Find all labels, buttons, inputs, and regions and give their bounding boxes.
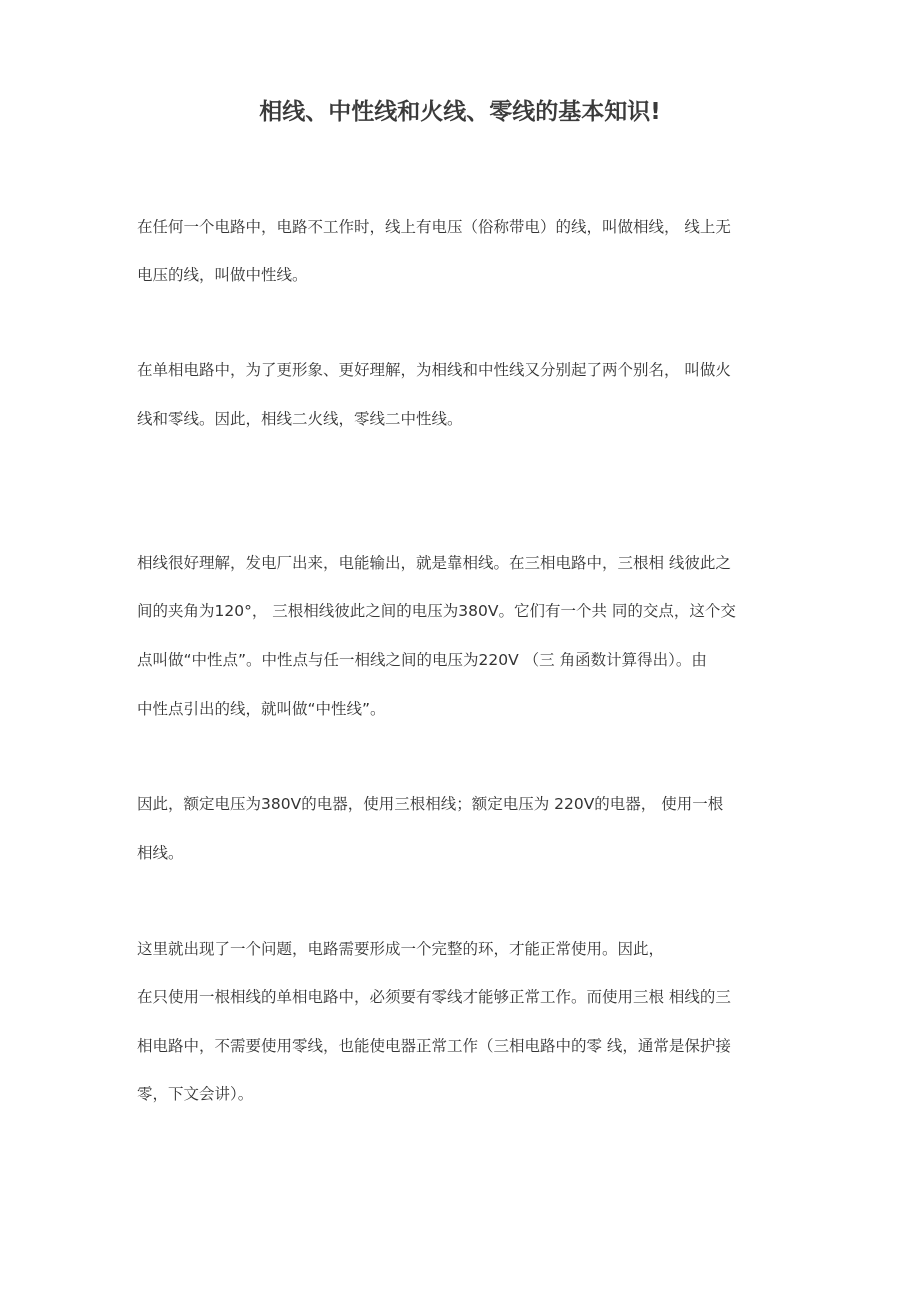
paragraph-line: 中性点引出的线，就叫做“中性线”。 bbox=[137, 700, 386, 718]
paragraph-line: 线和零线。因此，相线二火线，零线二中性线。 bbox=[137, 410, 463, 428]
paragraph-line: 因此，额定电压为380V的电器，使用三根相线；额定电压为 220V的电器， 使用一根 bbox=[137, 795, 724, 813]
paragraph-line: 点叫做“中性点”。中性点与任一相线之间的电压为220V （三 角函数计算得出）。由 bbox=[137, 651, 707, 669]
paragraph-line: 相电路中，不需要使用零线，也能使电器正常工作（三相电路中的零 线，通常是保护接 bbox=[137, 1037, 731, 1055]
paragraph-line: 在只使用一根相线的单相电路中，必须要有零线才能够正常工作。而使用三根 相线的三 bbox=[137, 988, 731, 1006]
paragraph-line: 相线。 bbox=[137, 844, 184, 862]
paragraph-line: 这里就出现了一个问题，电路需要形成一个完整的环，才能正常使用。因此， bbox=[137, 940, 665, 958]
paragraph-line: 在任何一个电路中，电路不工作时，线上有电压（俗称带电）的线，叫做相线， 线上无 bbox=[137, 218, 731, 236]
paragraph-line: 电压的线，叫做中性线。 bbox=[137, 266, 308, 284]
paragraph-line: 在单相电路中，为了更形象、更好理解，为相线和中性线又分别起了两个别名， 叫做火 bbox=[137, 361, 731, 379]
paragraph-line: 相线很好理解，发电厂出来，电能输出，就是靠相线。在三相电路中，三根相 线彼此之 bbox=[137, 554, 731, 572]
document-title: 相线、中性线和火线、零线的基本知识! bbox=[259, 99, 661, 125]
paragraph-line: 间的夹角为120°， 三根相线彼此之间的电压为380V。它们有一个共 同的交点，这个交 bbox=[137, 602, 736, 620]
paragraph-line: 零，下文会讲）。 bbox=[137, 1085, 254, 1103]
